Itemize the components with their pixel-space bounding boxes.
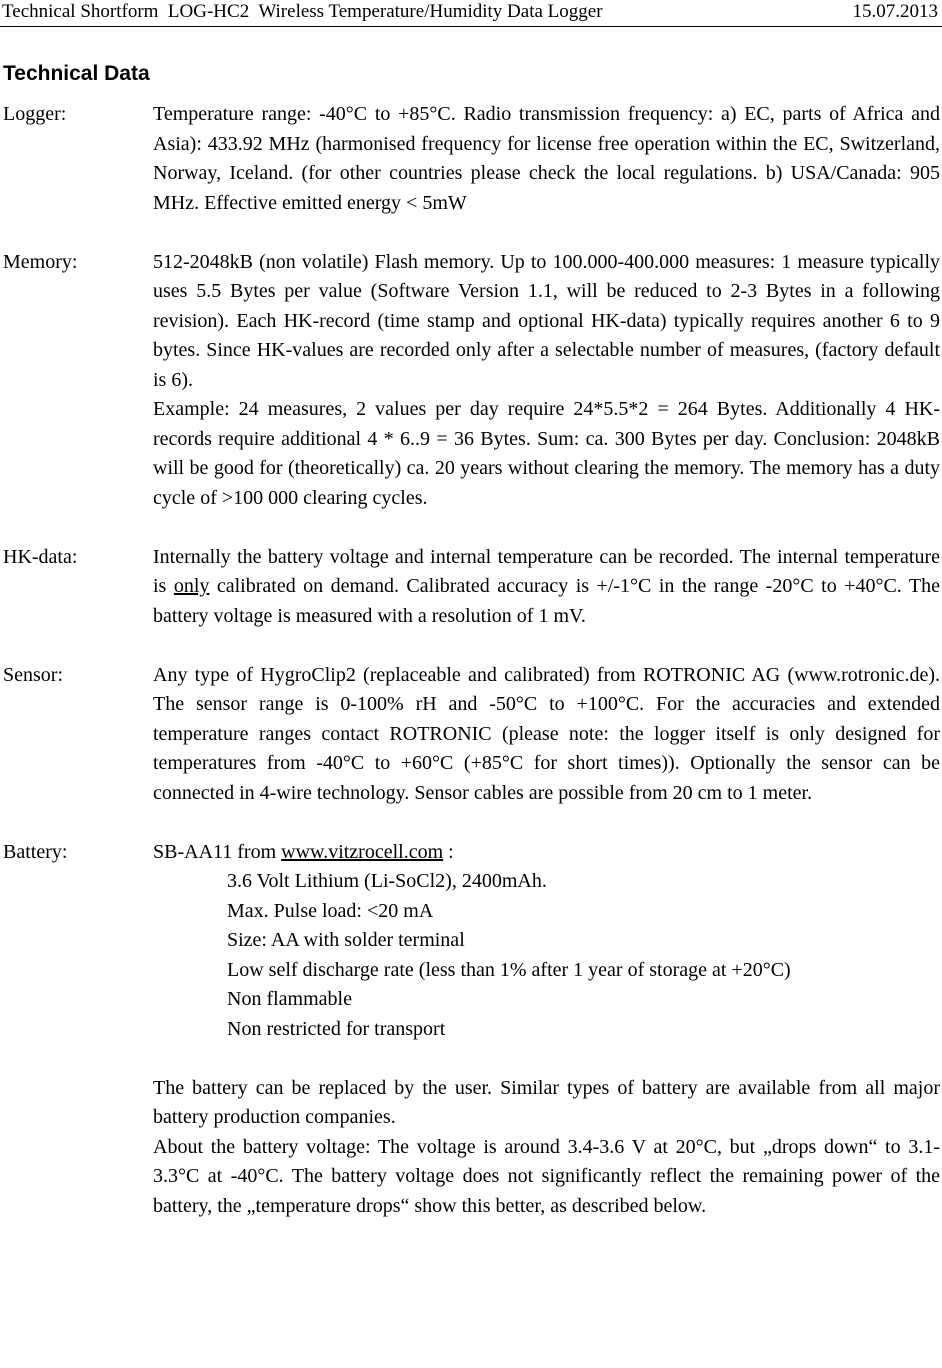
- battery-spec: Size: AA with solder terminal: [227, 929, 465, 951]
- battery-paragraph-2: About the battery voltage: The voltage is around 3.4-3.6 V at 20°C, but „drops down“ to 3.1-3.3°C at -40°C. The battery voltage does not significantly reflect the remaining power of the battery, the „temperature drops“ show this better, as described below.: [153, 1135, 940, 1217]
- header-date: 15.07.2013: [852, 1, 938, 22]
- battery-spec: Low self discharge rate (less than 1% after 1 year of storage at +20°C): [227, 958, 791, 981]
- vitzrocell-link[interactable]: www.vitzrocell.com: [281, 840, 444, 863]
- battery-entry: [0, 838, 942, 1222]
- hkdata-label: HK-data:: [3, 545, 78, 568]
- sensor-label: Sensor:: [3, 663, 63, 686]
- hkdata-text: Internally the battery voltage and internal temperature can be recorded. The internal temperature is only calibrated on demand. Calibrated accuracy is +/-1°C in the range -20°C to +40°C. The battery voltage is measured with a resolution of 1 mV.: [153, 545, 941, 627]
- battery-spec: Max. Pulse load: <20 mA: [227, 899, 434, 922]
- memory-paragraph-1: 512-2048kB (non volatile) Flash memory. Up to 100.000-400.000 measures: 1 measure typically uses 5.5 Bytes per value (Software Version 1.1, will be reduced to 2-3 Bytes in a following revision). Each HK-record (time stamp and optional HK-data) typically requires another 6 to 9 bytes. Since HK-values are recorded only after a selectable number of measures, (factory default is 6).: [153, 250, 940, 391]
- battery-spec: Non restricted for transport: [227, 1017, 446, 1040]
- battery-paragraph-1: The battery can be replaced by the user. Similar types of battery are available from all major battery production companies.: [153, 1076, 940, 1128]
- sensor-text: Any type of HygroClip2 (replaceable and calibrated) from ROTRONIC AG (www.rotronic.de). The sensor range is 0-100% rH and -50°C to +100°C. For the accuracies and extended temperature ranges contact ROTRONIC (please note: the logger itself is only designed for temperatures from -40°C to +60°C (+85°C for short times)). Optionally the sensor can be connected in 4-wire technology. Sensor cables are possible from 20 cm to 1 meter.: [153, 663, 940, 804]
- battery-label: Battery:: [3, 840, 68, 863]
- memory-entry: [0, 248, 942, 514]
- sensor-entry: [0, 661, 942, 809]
- battery-spec: Non flammable: [227, 988, 352, 1010]
- memory-paragraph-2: Example: 24 measures, 2 values per day require 24*5.5*2 = 264 Bytes. Additionally 4 HK-records require additional 4 * 6..9 = 36 Bytes. Sum: ca. 300 Bytes per day. Conclusion: 2048kB will be good for (theoretically) ca. 20 years without clearing the memory. The memory has a duty cycle of >100 000 clearing cycles.: [153, 398, 940, 509]
- page-header: [0, 0, 942, 27]
- logger-text: Temperature range: -40°C to +85°C. Radio transmission frequency: a) EC, parts of Africa and Asia): 433.92 MHz (harmonised frequency for license free operation within the EC, Switzerland, Norway, Iceland. (for other countries please check the local regulations. b) USA/Canada: 905 MHz. Effective emitted energy < 5mW: [153, 103, 940, 214]
- hkdata-underlined-word: only: [173, 575, 210, 597]
- memory-label: Memory:: [3, 250, 78, 273]
- technical-data-content: [0, 100, 942, 1221]
- logger-entry: [0, 100, 942, 218]
- battery-intro: SB-AA11 from www.vitzrocell.com :: [153, 840, 454, 863]
- hkdata-entry: [0, 543, 942, 632]
- section-title: Technical Data: [3, 62, 150, 85]
- logger-label: Logger:: [3, 103, 67, 125]
- battery-spec: 3.6 Volt Lithium (Li-SoCl2), 2400mAh.: [227, 870, 547, 892]
- header-title: Technical Shortform LOG-HC2 Wireless Temperature/Humidity Data Logger: [2, 1, 603, 22]
